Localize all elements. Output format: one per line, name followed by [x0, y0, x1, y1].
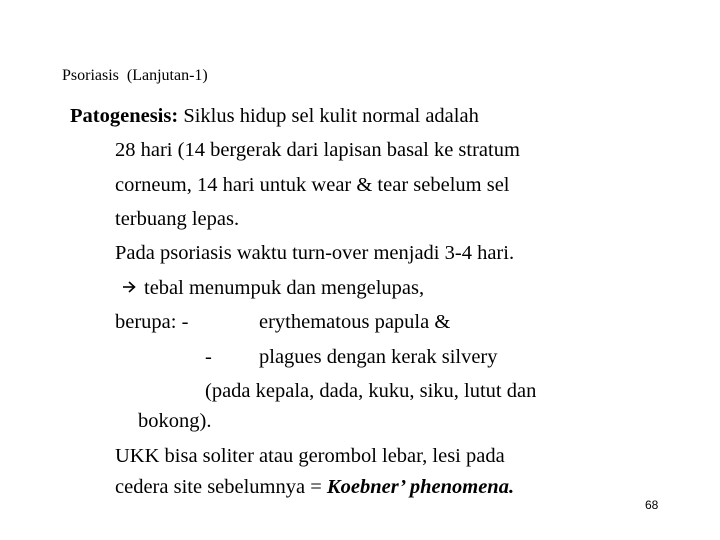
- body-line-6-prefix: berupa: -: [115, 311, 189, 333]
- slide-title: Psoriasis (Lanjutan-1): [62, 67, 208, 84]
- body-line-11: [115, 474, 514, 500]
- body-line-5-text: tebal menumpuk dan mengelupas,: [144, 277, 425, 299]
- body-line-11-prefix: cedera site sebelumnya =: [115, 476, 327, 498]
- right-arrow-icon: [122, 278, 136, 296]
- body-line-6-item: erythematous papula &: [259, 311, 451, 333]
- body-line-10: UKK bisa soliter atau gerombol lebar, lesi pada: [115, 445, 505, 467]
- body-line-5: [122, 275, 424, 301]
- body-line-1: 28 hari (14 bergerak dari lapisan basal ke stratum: [115, 139, 520, 161]
- body-line-9: bokong).: [138, 410, 212, 432]
- page-number: 68: [645, 498, 659, 512]
- body-line-2: corneum, 14 hari untuk wear & tear sebelum sel: [115, 174, 510, 196]
- body-line-7-item: plagues dengan kerak silvery: [259, 346, 498, 368]
- body-line-3: terbuang lepas.: [115, 208, 240, 230]
- heading-label: Patogenesis:: [70, 105, 179, 127]
- heading-text: Siklus hidup sel kulit normal adalah: [178, 105, 479, 127]
- body-line-8: (pada kepala, dada, kuku, siku, lutut dan: [205, 380, 537, 402]
- body-line-7-dash: -: [205, 346, 212, 368]
- body-line-4: Pada psoriasis waktu turn-over menjadi 3-4 hari.: [115, 242, 515, 264]
- heading-line: [70, 103, 479, 129]
- koebner-term: Koebner’ phenomena.: [326, 476, 515, 498]
